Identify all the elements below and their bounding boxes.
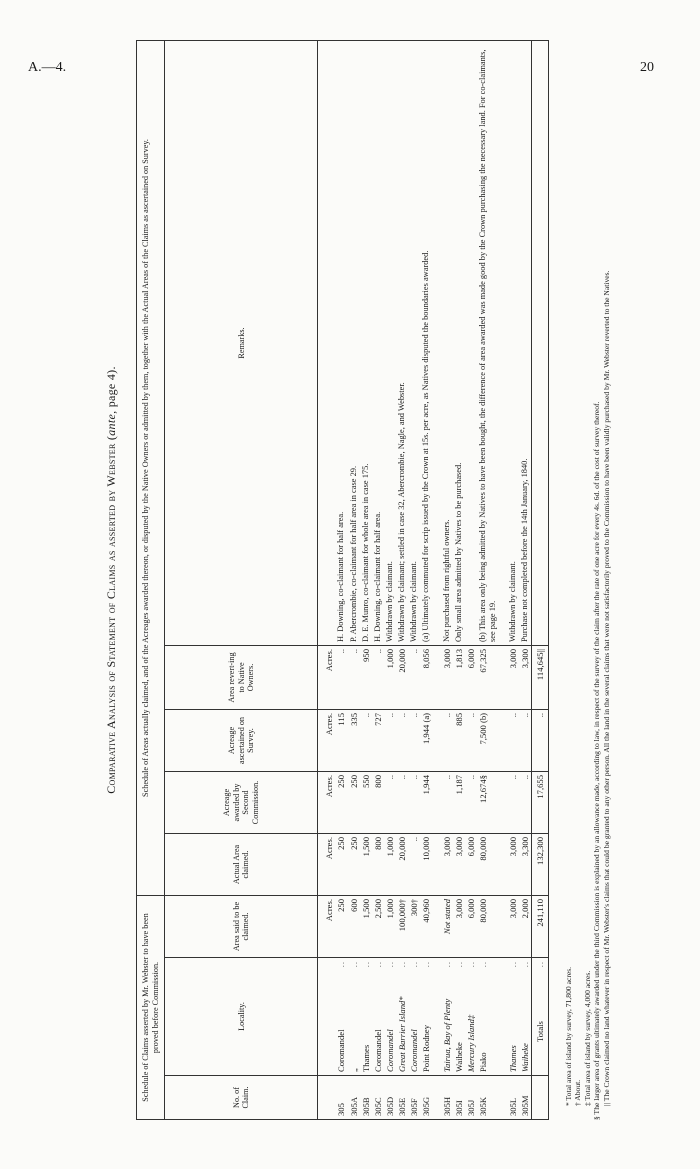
table-row	[477, 41, 499, 1120]
area-said-claimed: 100,000†	[396, 896, 408, 958]
leader-dots: ..	[360, 961, 371, 968]
cell-empty	[532, 1076, 549, 1120]
area-said-claimed: 1,000	[384, 896, 396, 958]
locality-cell	[441, 958, 453, 1076]
locality: Tairua, Bay of Plenty	[441, 998, 452, 1072]
unit-label: Acres.	[318, 646, 336, 710]
leader-dots: ..	[348, 961, 359, 968]
rotated-page	[100, 40, 660, 1120]
area-reverting: ..	[408, 646, 420, 710]
leader-dots: ..	[421, 961, 432, 968]
column-header-row	[165, 41, 318, 1120]
page-number: 20	[640, 60, 654, 75]
cell-empty	[499, 1076, 507, 1120]
claim-number: 305A	[348, 1076, 360, 1120]
acreage-survey: 885	[453, 710, 465, 772]
footnote: * Total area of island by survey, 71,800 acres.	[564, 966, 573, 1106]
title-ante: ante	[104, 413, 118, 436]
leader-dots: ..	[478, 961, 489, 968]
locality-cell	[396, 958, 408, 1076]
table-row	[384, 41, 396, 1120]
unit-label: Acres.	[318, 834, 336, 896]
footnote: || The Crown claimed no land whatever in respect of Mr. Webster's claims that could be granted to any other person. All the land in the several claims that were not satisfactorily proved to the Commission to have been validly purchased by Mr. Webster reverted to the Natives.	[601, 270, 611, 1106]
cell-empty	[532, 41, 549, 646]
acreage-awarded: ..	[519, 772, 532, 834]
cell-empty	[318, 958, 336, 1076]
locality: Mercury Island‡	[465, 1014, 476, 1072]
footnote: † About.	[573, 1079, 583, 1106]
actual-area-claimed: 20,000	[396, 834, 408, 896]
column-header: Area revert-ing to Native Owners.	[165, 646, 318, 710]
area-reverting: 6,000	[465, 646, 477, 710]
locality-cell	[507, 958, 519, 1076]
total-survey: ..	[532, 710, 549, 772]
cell-empty	[499, 41, 507, 646]
leader-dots: ..	[385, 961, 396, 968]
claim-number: 305F	[408, 1076, 420, 1120]
unit-label: Acres.	[318, 772, 336, 834]
total-revert: 114,645||	[532, 646, 549, 710]
area-said-claimed: 2,500	[372, 896, 384, 958]
actual-area-claimed: 1,500	[360, 834, 372, 896]
acreage-awarded: 12,674§	[477, 772, 499, 834]
super-header-left: Schedule of Claims asserted by Mr. Webster to have been proved before Commission.	[137, 896, 165, 1120]
remarks: Withdrawn by claimant.	[408, 41, 420, 646]
actual-area-claimed: 1,000	[384, 834, 396, 896]
cell-empty	[433, 896, 441, 958]
actual-area-claimed: ..	[408, 834, 420, 896]
area-reverting: 3,300	[519, 646, 532, 710]
actual-area-claimed: 3,300	[519, 834, 532, 896]
locality: Coromandel	[409, 1029, 420, 1072]
table-row	[348, 41, 360, 1120]
claim-number: 305B	[360, 1076, 372, 1120]
acreage-awarded: 1,944	[420, 772, 432, 834]
cell-empty	[499, 646, 507, 710]
remarks: H. Downing, co-claimant for half area.	[335, 41, 347, 646]
claim-number: 305	[335, 1076, 347, 1120]
area-said-claimed: Not stated	[441, 896, 453, 958]
table-row	[335, 41, 347, 1120]
acreage-survey: 335	[348, 710, 360, 772]
cell-empty	[499, 710, 507, 772]
area-said-claimed: 6,000	[465, 896, 477, 958]
cell-empty	[318, 41, 336, 646]
locality: Thames	[360, 1044, 371, 1072]
area-said-claimed: 600	[348, 896, 360, 958]
locality-cell	[465, 958, 477, 1076]
leader-dots: ..	[535, 961, 546, 968]
cell-empty	[433, 1076, 441, 1120]
area-reverting: 3,000	[441, 646, 453, 710]
acreage-survey: ..	[384, 710, 396, 772]
locality-cell	[453, 958, 465, 1076]
cell-empty	[499, 834, 507, 896]
super-header-right: Schedule of Areas actually claimed, and of the Acreages awarded thereon, or disputed by the Native Owners or admitted by them, together with the Actual Areas of the Claims as ascertained on Survey.	[137, 41, 165, 896]
locality-cell	[348, 958, 360, 1076]
area-said-claimed: 80,000	[477, 896, 499, 958]
locality: Coromandel	[385, 1029, 396, 1072]
super-header-row	[137, 41, 165, 1120]
table-row	[507, 41, 519, 1120]
total-actual: 132,300	[532, 834, 549, 896]
claim-number: 305I	[453, 1076, 465, 1120]
acreage-survey: 1,944 (a)	[420, 710, 432, 772]
claim-number: 305E	[396, 1076, 408, 1120]
locality-cell	[372, 958, 384, 1076]
table-row	[420, 41, 432, 1120]
footnote: ‡ Total area of island by survey, 4,000 acres.	[582, 970, 592, 1106]
acreage-awarded: ..	[465, 772, 477, 834]
leader-dots: ..	[372, 961, 383, 968]
claims-table	[136, 40, 549, 1120]
table-row	[465, 41, 477, 1120]
area-said-claimed: 3,000	[507, 896, 519, 958]
locality-cell	[360, 958, 372, 1076]
area-reverting: 1,000	[384, 646, 396, 710]
leader-dots: ..	[397, 961, 408, 968]
acreage-survey: ..	[519, 710, 532, 772]
acreage-survey: 727	[372, 710, 384, 772]
table-row	[441, 41, 453, 1120]
area-reverting: 950	[360, 646, 372, 710]
acreage-survey: ..	[396, 710, 408, 772]
acreage-awarded: ..	[384, 772, 396, 834]
group-gap	[433, 41, 441, 1120]
column-header: Area said to be claimed.	[165, 896, 318, 958]
cell-empty	[433, 710, 441, 772]
table-row	[372, 41, 384, 1120]
leader-dots: ..	[465, 961, 476, 968]
claim-number: 305G	[420, 1076, 432, 1120]
page-header-code: A.—4.	[28, 60, 67, 75]
table-body	[318, 41, 549, 1120]
cell-empty	[433, 41, 441, 646]
locality: Great Barrier Island*	[397, 996, 408, 1072]
area-said-claimed: 250	[335, 896, 347, 958]
locality-cell	[477, 958, 499, 1076]
area-reverting: 67,325	[477, 646, 499, 710]
area-said-claimed: 2,000	[519, 896, 532, 958]
acreage-survey: ..	[441, 710, 453, 772]
actual-area-claimed: 6,000	[465, 834, 477, 896]
area-reverting: 3,000	[507, 646, 519, 710]
acreage-awarded: 800	[372, 772, 384, 834]
cell-empty	[433, 958, 441, 1076]
column-header: Remarks.	[165, 41, 318, 646]
locality-cell	[384, 958, 396, 1076]
leader-dots: ..	[507, 961, 518, 968]
acreage-awarded: 1,187	[453, 772, 465, 834]
leader-dots: ..	[409, 961, 420, 968]
remarks: D. E. Munro, co-claimant for whole area in case 175.	[360, 41, 372, 646]
area-reverting: ..	[348, 646, 360, 710]
claim-number: 305K	[477, 1076, 499, 1120]
claim-number: 305L	[507, 1076, 519, 1120]
claim-number: 305C	[372, 1076, 384, 1120]
locality: Coromandel	[372, 1029, 383, 1072]
remarks: Withdrawn by claimant; settled in case 32, Abercrombie, Nagle, and Webster.	[396, 41, 408, 646]
acreage-awarded: 250	[335, 772, 347, 834]
area-reverting: 8,056	[420, 646, 432, 710]
acreage-awarded: 550	[360, 772, 372, 834]
claim-number: 305J	[465, 1076, 477, 1120]
area-reverting: 1,813	[453, 646, 465, 710]
remarks: (a) Ultimately commuted for scrip issued by the Crown at 15s. per acre, as Natives disputed the boundaries awarded.	[420, 41, 432, 646]
claim-number: 305M	[519, 1076, 532, 1120]
remarks: P. Abercrombie, co-claimant for half area in case 29.	[348, 41, 360, 646]
cell-empty	[499, 958, 507, 1076]
actual-area-claimed: 250	[335, 834, 347, 896]
acreage-awarded: ..	[408, 772, 420, 834]
actual-area-claimed: 3,000	[441, 834, 453, 896]
claim-number: 305D	[384, 1076, 396, 1120]
acreage-awarded: 250	[348, 772, 360, 834]
column-header: Locality.	[165, 958, 318, 1076]
table-row	[519, 41, 532, 1120]
locality: Point Rodney	[421, 1024, 432, 1072]
remarks: Withdrawn by claimant.	[384, 41, 396, 646]
locality: Coromandel	[336, 1029, 347, 1072]
table-row	[396, 41, 408, 1120]
acreage-awarded: ..	[441, 772, 453, 834]
area-said-claimed: 3,000	[453, 896, 465, 958]
column-header: Acreage awarded by Second Commission.	[165, 772, 318, 834]
locality: Piako	[478, 1052, 489, 1072]
leader-dots: ..	[519, 961, 530, 968]
cell-empty	[318, 1076, 336, 1120]
locality: Waiheke	[519, 1043, 530, 1072]
acreage-survey: 7,500 (b)	[477, 710, 499, 772]
total-awarded: 17,655	[532, 772, 549, 834]
locality: Waiheke	[453, 1042, 464, 1072]
acreage-survey: ..	[465, 710, 477, 772]
title-prefix: Comparative Analysis of Statement of Claims as asserted by Webster (	[104, 435, 118, 794]
actual-area-claimed: 3,000	[507, 834, 519, 896]
actual-area-claimed: 10,000	[420, 834, 432, 896]
units-row	[318, 41, 336, 1120]
table-row	[408, 41, 420, 1120]
area-said-claimed: 300†	[408, 896, 420, 958]
remarks: Withdrawn by claimant.	[507, 41, 519, 646]
acreage-awarded: ..	[507, 772, 519, 834]
actual-area-claimed: 3,000	[453, 834, 465, 896]
totals-label-cell	[532, 958, 549, 1076]
remarks: Not purchased from rightful owners.	[441, 41, 453, 646]
column-header: Acreage ascertained on Survey.	[165, 710, 318, 772]
actual-area-claimed: 250	[348, 834, 360, 896]
actual-area-claimed: 800	[372, 834, 384, 896]
acreage-survey: ..	[408, 710, 420, 772]
locality: „	[348, 1068, 359, 1072]
remarks	[465, 41, 477, 646]
locality-cell	[408, 958, 420, 1076]
leader-dots: ..	[441, 961, 452, 968]
unit-label: Acres.	[318, 896, 336, 958]
claim-number: 305H	[441, 1076, 453, 1120]
total-said: 241,110	[532, 896, 549, 958]
cell-empty	[499, 772, 507, 834]
leader-dots: ..	[336, 961, 347, 968]
cell-empty	[433, 772, 441, 834]
area-reverting: ..	[335, 646, 347, 710]
remarks: (b) This area only being admitted by Natives to have been bought, the difference of area awarded was made good by the Crown purchasing the necessary land. For co-claimants, see page 19.	[477, 41, 499, 646]
footnote: § The larger area of grants ultimately awarded under the third Commission is explained by an allowance made, according to law, in respect of the survey of the claim after the rate of one acre for every 4s. 6d. of the cost of survey thereof.	[592, 401, 602, 1120]
totals-row	[532, 41, 549, 1120]
locality-cell	[420, 958, 432, 1076]
table-row	[360, 41, 372, 1120]
actual-area-claimed: 80,000	[477, 834, 499, 896]
page-title	[104, 40, 119, 1120]
cell-empty	[433, 646, 441, 710]
acreage-awarded: ..	[396, 772, 408, 834]
totals-label: Totals	[535, 1021, 546, 1042]
locality: Thames	[507, 1045, 518, 1072]
acreage-survey: ..	[360, 710, 372, 772]
remarks: H. Downing, co-claimant for half area.	[372, 41, 384, 646]
locality-cell	[335, 958, 347, 1076]
column-header: Actual Area claimed.	[165, 834, 318, 896]
acreage-survey: ..	[507, 710, 519, 772]
title-suffix: , page 4).	[104, 366, 118, 414]
table-row	[453, 41, 465, 1120]
locality-cell	[519, 958, 532, 1076]
remarks: Purchase not completed before the 14th January, 1840.	[519, 41, 532, 646]
column-header: No. of Claim.	[165, 1076, 318, 1120]
group-gap	[499, 41, 507, 1120]
area-reverting: 20,000	[396, 646, 408, 710]
remarks: Only small area admitted by Natives to be purchased.	[453, 41, 465, 646]
area-reverting: ..	[372, 646, 384, 710]
cell-empty	[433, 834, 441, 896]
area-said-claimed: 40,960	[420, 896, 432, 958]
cell-empty	[499, 896, 507, 958]
footnotes	[564, 40, 611, 1120]
area-said-claimed: 1,500	[360, 896, 372, 958]
unit-label: Acres.	[318, 710, 336, 772]
leader-dots: ..	[453, 961, 464, 968]
acreage-survey: 115	[335, 710, 347, 772]
